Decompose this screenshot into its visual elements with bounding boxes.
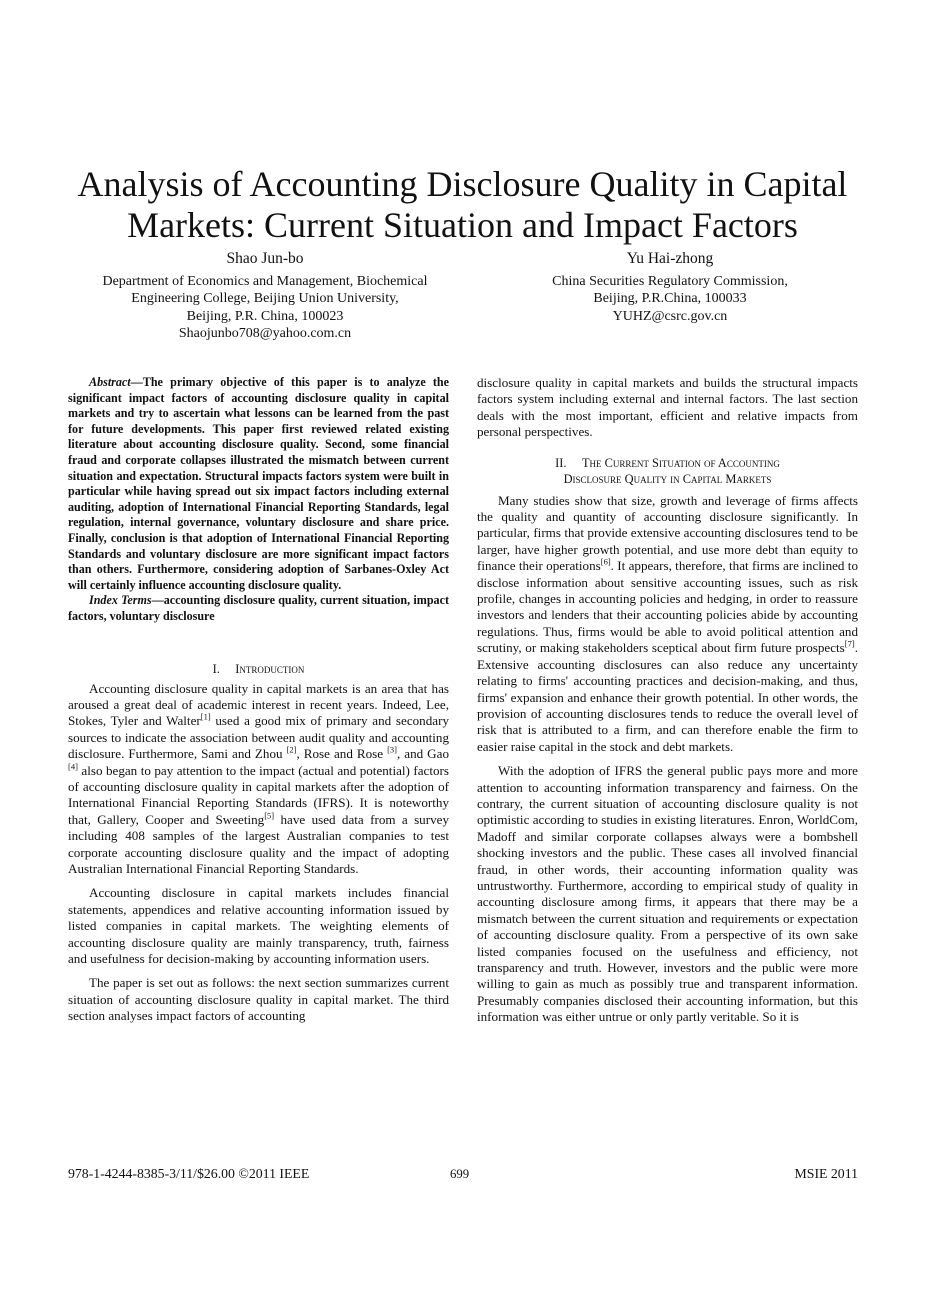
author-name: Shao Jun-bo (226, 250, 304, 267)
affiliation-line: China Securities Regulatory Commission, (552, 273, 788, 289)
abstract-text: —The primary objective of this paper is to analyze the significant impact factors of accounting disclosure quality in capital markets and try to ascertain what lessons can be learned from the past for future developments. This paper first reviewed related existing literature about accounting disclosure quality. Second, some financial fraud and corporate collapses illustrated the mismatch between current situation and expectation. Structural impacts factors system were built in particular while having spread out six impact factors including external auditing, adoption of International Financial Reporting Standards, legal regulation, internal governance, voluntary disclosure and share price. Finally, conclusion is that adoption of International Financial Reporting Standards and voluntary disclosure are more significant impact factors than others. Furthermore, considering adoption of Sarbanes-Oxley Act will certainly influence accounting disclosure quality. (68, 375, 449, 592)
intro-paragraph-3-continued: disclosure quality in capital markets and builds the structural impacts factors system including external and internal factors. The last section deals with the most important, efficient and relative impacts from personal perspectives. (477, 375, 858, 440)
section-heading-introduction: I. Introduction (212, 661, 305, 676)
text-run: . Extensive accounting disclosures can also reduce any uncertainty relating to firms' accounting practices and decision-making, and thus, firms' expansion and enhance their growth potential. In other words, the provision of accounting disclosures tends to reduce the overall level of risk that is attributed to a firm, and can therefore enable the firm to easier raise capital in the stock and debt markets. (477, 640, 858, 754)
author-block-1 (55, 250, 475, 343)
section-heading-line: Disclosure Quality in Capital Markets (563, 471, 772, 486)
citation: [3] (387, 744, 397, 755)
abstract-label: Abstract (89, 375, 131, 389)
right-column (477, 375, 858, 1026)
affiliation-line: Department of Economics and Management, Biochemical (102, 273, 428, 289)
situation-paragraph-1 (477, 493, 858, 756)
text-run: used a good mix of primary and secondary sources to indicate the association between audit quality and accounting disclosure. Furthermore, Sami and Zhou (68, 713, 449, 762)
intro-paragraph-1 (68, 681, 449, 878)
left-column (68, 375, 449, 1025)
affiliation-line: Beijing, P.R. China, 100023 (186, 308, 344, 324)
footer-page-number: 699 (450, 1167, 470, 1181)
footer-conference: MSIE 2011 (794, 1166, 858, 1181)
citation: [5] (264, 810, 275, 821)
affiliation-line: Beijing, P.R.China, 100033 (593, 291, 747, 306)
index-terms-text: —accounting disclosure quality, current situation, impact factors, voluntary disclosure (68, 593, 449, 623)
citation: [6] (600, 556, 611, 567)
citation: [1] (200, 711, 211, 722)
footer-isbn: 978-1-4244-8385-3/11/$26.00 ©2011 IEEE (68, 1166, 310, 1181)
section-heading-line: II. The Current Situation of Accounting (555, 455, 780, 470)
citation: [7] (844, 638, 855, 649)
citation: [4] (68, 761, 78, 772)
citation: [2] (286, 744, 297, 755)
text-run: also began to pay attention to the impact (actual and potential) factors of accounting disclosure quality in capital markets after the adoption of International Financial Reporting Standards (IFRS). It is noteworthy that, Gallery, Cooper and Sweeting (68, 762, 449, 827)
text-run: . It appears, therefore, that firms are inclined to disclose information about sensitive accounting issues, such as risk profile, changes in accounting policies and hedging, in order to reassure investors and lenders that their accounting policies abide by accounting regulations. Thus, firms would be able to avoid political attention and scrutiny, or making stakeholders sceptical about firm future prospects (477, 558, 858, 656)
text-run: , and Gao (397, 746, 450, 762)
affiliation-line: Engineering College, Beijing Union University, (131, 291, 399, 306)
author-name: Yu Hai-zhong (626, 250, 714, 267)
index-terms-label: Index Terms (89, 593, 152, 608)
text-run: have used data from a survey including 408 samples of the largest Australian companies to test corporate accounting disclosure quality and the impact of adopting Australian International Financial Reporting Standards. (68, 811, 449, 876)
abstract (68, 375, 449, 593)
section-heading-current-situation (477, 455, 858, 487)
author-email: Shaojunbo708@yahoo.com.cn (178, 326, 352, 341)
author-email: YUHZ@csrc.gov.cn (612, 308, 728, 324)
index-terms (68, 593, 449, 624)
situation-paragraph-2: With the adoption of IFRS the general public pays more and more attention to accounting information transparency and fairness. On the contrary, the current situation of accounting disclosure quality is not optimistic according to studies in existing literatures. Enron, WorldCom, Madoff and similar corporate collapses always were a bombshell shocking investors and the public. These cases all involved financial fraud, in other words, their accounting information quality was untrustworthy. Furthermore, according to empirical study of quality in accounting disclosure among firms, it appears that there may be a mismatch between the current situation and requirements or expectation of accounting disclosure quality. From a perspective of its own sake listed companies focused on the usefulness and efficiency, not transparency and truth. However, investors and the public were more willing to gain as much as possibly true and transparent information. Presumably companies disclosed their accounting information, but this information was either untrue or only partly veritable. So it is (477, 763, 858, 1025)
text-run: Many studies show that size, growth and leverage of firms affects the quality and quantity of accounting disclosure significantly. In particular, firms that provide extensive accounting disclosures tend to be larger, have higher growth potential, and use more debt than equity to finance their operations (477, 492, 858, 574)
author-block-2 (460, 250, 880, 325)
paper-title: Analysis of Accounting Disclosure Quality in Capital Markets: Current Situation and Impact Factors (77, 164, 848, 246)
text-run: , Rose and Rose (296, 746, 388, 762)
intro-paragraph-2: Accounting disclosure in capital markets includes financial statements, appendices and relative accounting information issued by listed companies in capital markets. The weighting elements of accounting disclosure quality are mainly transparency, truth, fairness and usefulness for decision-making by accounting information users. (68, 885, 449, 966)
text-run: Accounting disclosure quality in capital markets is an area that has aroused a great deal of academic interest in recent years. Indeed, Lee, Stokes, Tyler and Walter (68, 680, 449, 729)
intro-paragraph-3: The paper is set out as follows: the next section summarizes current situation of accounting disclosure quality in capital market. The third section analyses impact factors of accounting (68, 975, 449, 1024)
